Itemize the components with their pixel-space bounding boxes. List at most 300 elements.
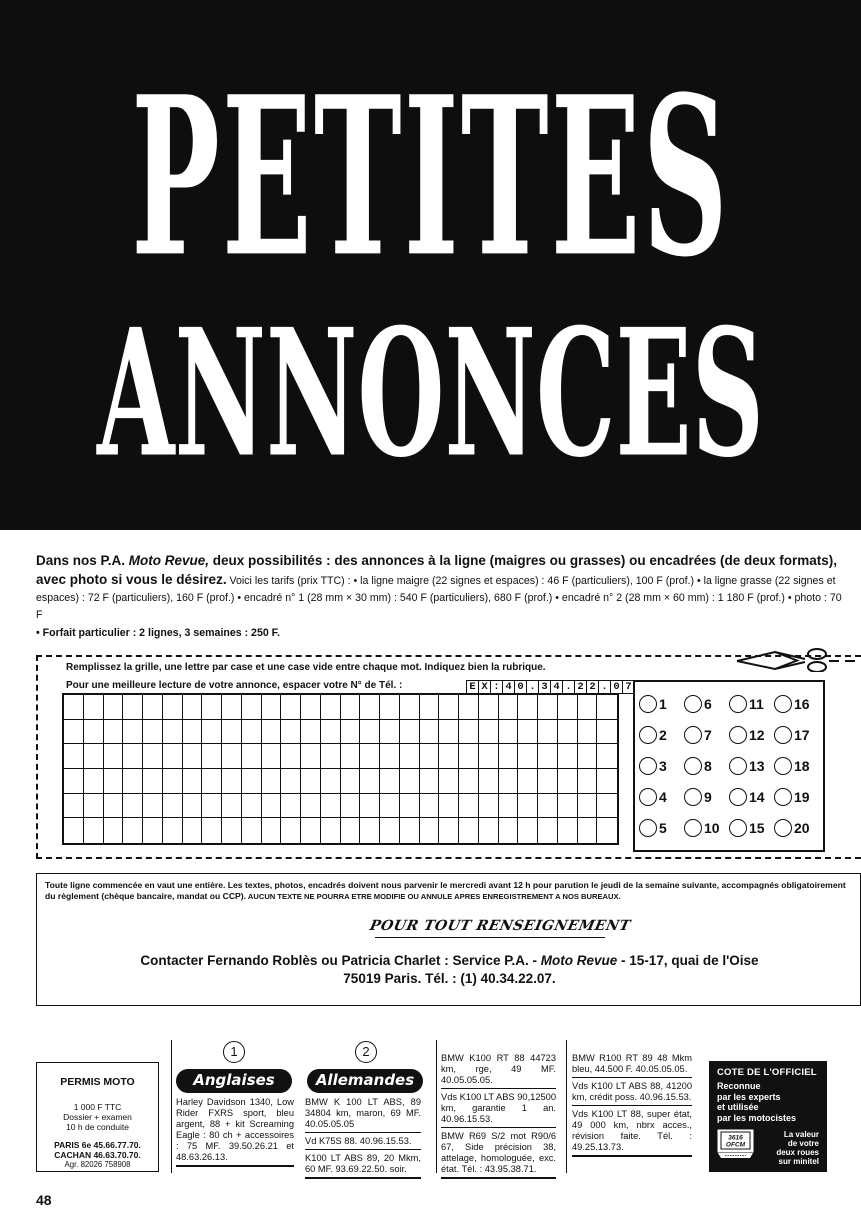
letter-cell[interactable] bbox=[578, 794, 598, 819]
letter-cell[interactable] bbox=[242, 769, 262, 794]
letter-cell[interactable] bbox=[360, 695, 380, 720]
letter-cell[interactable] bbox=[341, 720, 361, 745]
letter-cell[interactable] bbox=[380, 769, 400, 794]
letter-cell[interactable] bbox=[281, 794, 301, 819]
rubrique-option[interactable] bbox=[684, 813, 729, 844]
rubrique-circle[interactable] bbox=[729, 819, 747, 837]
classified-column-4 bbox=[441, 1053, 556, 1182]
letter-cell[interactable] bbox=[380, 695, 400, 720]
intro-tarifs: Voici les tarifs (prix TTC) : • la ligne maigre (22 signes et espaces) : 46 F (particuliers), 100 F (prof.) • la ligne grasse (22 signes et espaces) : 72 F (particuliers), 160 F (prof.) • encadré n° 1 (28 mm × 30 mm) : 540 F (particuliers), 680 F (prof.) • encadré n° 2 (28 mm × 60 mm) : 1 180 F (prof.) • photo : 70 F bbox=[36, 575, 842, 621]
rubrique-number: 13 bbox=[749, 757, 765, 774]
notice-box bbox=[36, 873, 861, 1006]
rubrique-circle[interactable] bbox=[684, 726, 702, 744]
rules-caps: AUCUN TEXTE NE POURRA ETRE MODIFIE OU ANNULE APRES ENREGISTREMENT A NOS BUREAUX. bbox=[246, 892, 621, 901]
letter-cell[interactable] bbox=[499, 818, 519, 843]
rubrique-option[interactable] bbox=[774, 782, 819, 813]
intro-lead-start: Dans nos P.A. bbox=[36, 553, 129, 568]
letter-cell[interactable] bbox=[518, 769, 538, 794]
rubrique-number: 1 bbox=[659, 695, 667, 712]
classified-ad: BMW K100 RT 88 44723 km, rge, 49 MF. 40.05.05.05. bbox=[441, 1053, 556, 1089]
tel-example-box: 4 bbox=[550, 680, 563, 694]
tel-example-box: 3 bbox=[538, 680, 551, 694]
letter-cell[interactable] bbox=[459, 720, 479, 745]
letter-cell[interactable] bbox=[123, 720, 143, 745]
tel-example-box: X bbox=[478, 680, 491, 694]
rubrique-circle[interactable] bbox=[684, 819, 702, 837]
rubrique-number: 17 bbox=[794, 726, 810, 743]
letter-cell[interactable] bbox=[222, 744, 242, 769]
letter-cell[interactable] bbox=[84, 769, 104, 794]
letter-cell[interactable] bbox=[578, 744, 598, 769]
letter-cell[interactable] bbox=[202, 744, 222, 769]
letter-cell[interactable] bbox=[597, 744, 617, 769]
tel-example-box: 4 bbox=[502, 680, 515, 694]
letter-cell[interactable] bbox=[143, 794, 163, 819]
category-badge: Allemandes bbox=[307, 1069, 423, 1093]
rubrique-option[interactable] bbox=[774, 688, 819, 719]
rubrique-number: 3 bbox=[659, 757, 667, 774]
letter-cell[interactable] bbox=[360, 720, 380, 745]
letter-cell[interactable] bbox=[64, 695, 84, 720]
letter-cell[interactable] bbox=[341, 769, 361, 794]
letter-cell[interactable] bbox=[321, 794, 341, 819]
renseignement-heading: POUR TOUT RENSEIGNEMENT bbox=[368, 918, 632, 934]
tel-example-box: E bbox=[466, 680, 479, 694]
intro-magazine-name: Moto Revue, bbox=[128, 553, 210, 568]
notice-rules bbox=[45, 880, 853, 902]
letter-cell[interactable] bbox=[163, 769, 183, 794]
letter-cell[interactable] bbox=[281, 720, 301, 745]
letter-cell[interactable] bbox=[143, 744, 163, 769]
letter-cell[interactable] bbox=[262, 818, 282, 843]
letter-cell[interactable] bbox=[479, 818, 499, 843]
intro-lead-end: deux possibilités : des annonces à la ligne (maigres ou grasses) ou encadrées (de deux formats), avec photo si vous le désirez. bbox=[36, 553, 837, 587]
letter-cell[interactable] bbox=[558, 794, 578, 819]
letter-cell[interactable] bbox=[321, 744, 341, 769]
letter-cell[interactable] bbox=[518, 794, 538, 819]
classified-ad: K100 LT ABS 89, 20 Mkm, 60 MF. 93.69.22.50. soir. bbox=[305, 1153, 421, 1179]
letter-cell[interactable] bbox=[222, 695, 242, 720]
classified-ad: Vds K100 LT ABS 90,12500 km, garantie 1 an. 40.96.15.53. bbox=[441, 1092, 556, 1128]
letter-cell[interactable] bbox=[64, 794, 84, 819]
rubrique-option[interactable] bbox=[774, 750, 819, 781]
column-divider bbox=[436, 1040, 437, 1173]
letter-cell[interactable] bbox=[104, 818, 124, 843]
rubrique-number: 6 bbox=[704, 695, 712, 712]
rubrique-circle[interactable] bbox=[729, 788, 747, 806]
rubrique-circle[interactable] bbox=[774, 695, 792, 713]
rubrique-number: 7 bbox=[704, 726, 712, 743]
tel-label: Pour une meilleure lecture de votre annonce, espacer votre N° de Tél. : bbox=[66, 680, 403, 691]
letter-cell[interactable] bbox=[143, 720, 163, 745]
title-banner bbox=[0, 0, 861, 530]
rubrique-option[interactable] bbox=[639, 813, 684, 844]
letter-cell[interactable] bbox=[400, 744, 420, 769]
letter-cell[interactable] bbox=[84, 794, 104, 819]
rubrique-number: 14 bbox=[749, 789, 765, 806]
letter-cell[interactable] bbox=[439, 818, 459, 843]
letter-cell[interactable] bbox=[400, 769, 420, 794]
intro-paragraph bbox=[36, 552, 848, 624]
classified-ad: BMW R69 S/2 mot R90/6 67, Side précision 38, attelage, homologuée, exc. état. Tél. : 43.95.38.71. bbox=[441, 1131, 556, 1179]
rubrique-number: 10 bbox=[704, 820, 720, 837]
letter-cell[interactable] bbox=[597, 769, 617, 794]
letter-cell[interactable] bbox=[123, 744, 143, 769]
rubrique-option[interactable] bbox=[639, 688, 684, 719]
letter-cell[interactable] bbox=[84, 818, 104, 843]
letter-cell[interactable] bbox=[84, 720, 104, 745]
tel-example-box: 0 bbox=[514, 680, 527, 694]
letter-cell[interactable] bbox=[558, 744, 578, 769]
category-number: 2 bbox=[355, 1041, 377, 1063]
rubrique-circle[interactable] bbox=[639, 726, 657, 744]
rubrique-option[interactable] bbox=[729, 688, 774, 719]
rubrique-option[interactable] bbox=[729, 782, 774, 813]
category-header bbox=[305, 1041, 421, 1097]
permis-phone-paris: PARIS 6e 45.66.77.70. bbox=[54, 1140, 141, 1150]
rubrique-number: 15 bbox=[749, 820, 765, 837]
letter-cell[interactable] bbox=[301, 744, 321, 769]
letter-cell[interactable] bbox=[301, 794, 321, 819]
letter-cell[interactable] bbox=[183, 769, 203, 794]
letter-cell[interactable] bbox=[380, 720, 400, 745]
letter-cell[interactable] bbox=[183, 794, 203, 819]
rubrique-circle[interactable] bbox=[774, 788, 792, 806]
cote-line2: par les experts bbox=[717, 1091, 781, 1102]
letter-cell[interactable] bbox=[202, 794, 222, 819]
letter-cell[interactable] bbox=[578, 720, 598, 745]
letter-cell[interactable] bbox=[222, 769, 242, 794]
cote-officiel-ad bbox=[709, 1061, 827, 1172]
letter-cell[interactable] bbox=[123, 695, 143, 720]
letter-cell[interactable] bbox=[222, 794, 242, 819]
rubrique-number: 20 bbox=[794, 820, 810, 837]
letter-cell[interactable] bbox=[262, 695, 282, 720]
rubrique-option[interactable] bbox=[684, 719, 729, 750]
contact-line2: 75019 Paris. Tél. : (1) 40.34.22.07. bbox=[343, 971, 556, 986]
permis-phones bbox=[37, 1140, 158, 1160]
rubrique-circle[interactable] bbox=[684, 757, 702, 775]
letter-cell[interactable] bbox=[281, 695, 301, 720]
letter-cell[interactable] bbox=[262, 769, 282, 794]
category-allemandes bbox=[305, 1041, 421, 1182]
letter-cell[interactable] bbox=[143, 695, 163, 720]
classified-ad: Vds K100 LT 88, super état, 49 000 km, nbrx acces., révision faite. Tél. : 49.25.13.73. bbox=[572, 1109, 692, 1157]
letter-cell[interactable] bbox=[499, 769, 519, 794]
rubrique-option[interactable] bbox=[729, 719, 774, 750]
letter-cell[interactable] bbox=[400, 818, 420, 843]
letter-cell[interactable] bbox=[538, 720, 558, 745]
rubrique-circle[interactable] bbox=[729, 695, 747, 713]
letter-cell[interactable] bbox=[163, 818, 183, 843]
letter-cell[interactable] bbox=[104, 794, 124, 819]
letter-cell[interactable] bbox=[341, 794, 361, 819]
letter-cell[interactable] bbox=[459, 744, 479, 769]
letter-cell[interactable] bbox=[301, 769, 321, 794]
letter-cell[interactable] bbox=[439, 769, 459, 794]
letter-cell[interactable] bbox=[281, 769, 301, 794]
letter-cell[interactable] bbox=[202, 720, 222, 745]
letter-cell[interactable] bbox=[104, 744, 124, 769]
letter-cell[interactable] bbox=[321, 818, 341, 843]
permis-desc2: 10 h de conduite bbox=[66, 1122, 129, 1132]
letter-cell[interactable] bbox=[459, 818, 479, 843]
letter-cell[interactable] bbox=[538, 794, 558, 819]
rubrique-number: 12 bbox=[749, 726, 765, 743]
letter-cell[interactable] bbox=[518, 744, 538, 769]
minitel-code: 3616 bbox=[728, 1134, 743, 1142]
letter-cell[interactable] bbox=[123, 769, 143, 794]
letter-cell[interactable] bbox=[64, 818, 84, 843]
letter-cell[interactable] bbox=[321, 769, 341, 794]
letter-cell[interactable] bbox=[242, 695, 262, 720]
permis-details bbox=[37, 1102, 158, 1132]
letter-cell[interactable] bbox=[163, 720, 183, 745]
letter-cell[interactable] bbox=[499, 794, 519, 819]
classified-ad: BMW R100 RT 89 48 Mkm bleu, 44.500 F. 40.05.05.05. bbox=[572, 1053, 692, 1078]
letter-cell[interactable] bbox=[558, 720, 578, 745]
letter-cell[interactable] bbox=[597, 695, 617, 720]
letter-cell[interactable] bbox=[64, 720, 84, 745]
letter-cell[interactable] bbox=[400, 794, 420, 819]
letter-cell[interactable] bbox=[479, 769, 499, 794]
tel-instruction bbox=[66, 680, 402, 691]
letter-cell[interactable] bbox=[459, 695, 479, 720]
letter-cell[interactable] bbox=[281, 818, 301, 843]
minitel-service: OFCM bbox=[725, 1141, 746, 1149]
letter-cell[interactable] bbox=[202, 818, 222, 843]
letter-cell[interactable] bbox=[479, 720, 499, 745]
letter-cell[interactable] bbox=[183, 818, 203, 843]
rubrique-number: 16 bbox=[794, 695, 810, 712]
rubrique-circle[interactable] bbox=[684, 695, 702, 713]
letter-cell[interactable] bbox=[301, 818, 321, 843]
letter-cell[interactable] bbox=[400, 695, 420, 720]
rubrique-number: 9 bbox=[704, 789, 712, 806]
letter-cell[interactable] bbox=[499, 720, 519, 745]
classified-column-5 bbox=[572, 1053, 692, 1160]
letter-cell[interactable] bbox=[578, 769, 598, 794]
letter-cell[interactable] bbox=[479, 695, 499, 720]
cote-tag2: de votre bbox=[787, 1139, 819, 1148]
scissors-icon bbox=[735, 648, 861, 672]
cote-title: COTE DE L'OFFICIEL bbox=[717, 1067, 817, 1078]
letter-cell[interactable] bbox=[558, 769, 578, 794]
tel-example-box: . bbox=[526, 680, 539, 694]
rubrique-option[interactable] bbox=[684, 688, 729, 719]
column-divider bbox=[171, 1040, 172, 1173]
rubrique-option[interactable] bbox=[639, 719, 684, 750]
tel-example-boxes bbox=[467, 680, 635, 694]
letter-cell[interactable] bbox=[104, 720, 124, 745]
letter-cell[interactable] bbox=[578, 818, 598, 843]
page-number: 48 bbox=[36, 1192, 52, 1208]
letter-cell[interactable] bbox=[183, 744, 203, 769]
category-number: 1 bbox=[223, 1041, 245, 1063]
letter-cell[interactable] bbox=[163, 695, 183, 720]
letter-cell[interactable] bbox=[400, 720, 420, 745]
letter-cell[interactable] bbox=[242, 744, 262, 769]
letter-cell[interactable] bbox=[459, 769, 479, 794]
letter-cell[interactable] bbox=[321, 695, 341, 720]
cote-line4: par les motocistes bbox=[717, 1112, 797, 1123]
rubrique-circle[interactable] bbox=[639, 819, 657, 837]
letter-cell[interactable] bbox=[341, 695, 361, 720]
cote-subtitle bbox=[717, 1081, 796, 1123]
letter-cell[interactable] bbox=[341, 818, 361, 843]
rubrique-circle[interactable] bbox=[639, 695, 657, 713]
rubrique-option[interactable] bbox=[774, 813, 819, 844]
letter-cell[interactable] bbox=[123, 794, 143, 819]
letter-cell[interactable] bbox=[143, 818, 163, 843]
permis-price: 1 000 F TTC bbox=[73, 1102, 122, 1112]
rubrique-circle[interactable] bbox=[774, 819, 792, 837]
contact-address: - 15-17, quai de l'Oise bbox=[617, 953, 759, 968]
letter-cell[interactable] bbox=[242, 720, 262, 745]
letter-cell[interactable] bbox=[262, 794, 282, 819]
rubrique-number: 19 bbox=[794, 789, 810, 806]
letter-cell[interactable] bbox=[222, 720, 242, 745]
letter-cell[interactable] bbox=[597, 818, 617, 843]
rubrique-selector[interactable] bbox=[633, 680, 825, 852]
rubrique-option[interactable] bbox=[639, 782, 684, 813]
letter-cell[interactable] bbox=[360, 818, 380, 843]
rules-text: Toute ligne commencée en vaut une entière. Les textes, photos, encadrés doivent nous parvenir le mercredi avant 12 h pour parution le jeudi de la semaine suivante, accompagnés obligatoirement du règlement (chèque bancaire, mandat ou CCP). bbox=[45, 880, 846, 901]
letter-cell[interactable] bbox=[163, 794, 183, 819]
rubrique-circle[interactable] bbox=[729, 726, 747, 744]
letter-cell[interactable] bbox=[183, 695, 203, 720]
letter-cell[interactable] bbox=[439, 744, 459, 769]
letter-cell[interactable] bbox=[301, 695, 321, 720]
rubrique-circle[interactable] bbox=[729, 757, 747, 775]
contact-magazine: Moto Revue bbox=[540, 953, 618, 968]
rubrique-circle[interactable] bbox=[774, 726, 792, 744]
letter-cell[interactable] bbox=[321, 720, 341, 745]
tel-example-box: 2 bbox=[586, 680, 599, 694]
category-anglaises bbox=[176, 1041, 294, 1170]
letter-cell[interactable] bbox=[439, 720, 459, 745]
letter-cell[interactable] bbox=[538, 769, 558, 794]
rubrique-circle[interactable] bbox=[684, 788, 702, 806]
ads-list bbox=[441, 1053, 556, 1179]
letter-cell[interactable] bbox=[84, 695, 104, 720]
letter-cell[interactable] bbox=[420, 769, 440, 794]
permis-moto-ad bbox=[36, 1062, 159, 1172]
letter-cell[interactable] bbox=[380, 744, 400, 769]
classified-ad: Vds K100 LT ABS 88, 41200 km, crédit poss. 40.96.15.53. bbox=[572, 1081, 692, 1106]
letter-cell[interactable] bbox=[420, 744, 440, 769]
letter-grid[interactable] bbox=[62, 693, 619, 845]
rubrique-number: 8 bbox=[704, 757, 712, 774]
letter-cell[interactable] bbox=[301, 720, 321, 745]
form-instruction: Remplissez la grille, une lettre par case et une case vide entre chaque mot. Indiquez bien la rubrique. bbox=[66, 662, 546, 673]
letter-cell[interactable] bbox=[360, 769, 380, 794]
letter-cell[interactable] bbox=[597, 794, 617, 819]
letter-cell[interactable] bbox=[341, 744, 361, 769]
permis-desc1: Dossier + examen bbox=[63, 1112, 132, 1122]
letter-cell[interactable] bbox=[518, 695, 538, 720]
rubrique-option[interactable] bbox=[729, 813, 774, 844]
letter-cell[interactable] bbox=[538, 744, 558, 769]
letter-cell[interactable] bbox=[262, 720, 282, 745]
ads-list bbox=[305, 1097, 421, 1179]
letter-cell[interactable] bbox=[202, 695, 222, 720]
letter-cell[interactable] bbox=[380, 818, 400, 843]
letter-cell[interactable] bbox=[281, 744, 301, 769]
rubrique-number: 5 bbox=[659, 820, 667, 837]
letter-cell[interactable] bbox=[459, 794, 479, 819]
rubrique-option[interactable] bbox=[684, 782, 729, 813]
letter-cell[interactable] bbox=[597, 720, 617, 745]
letter-cell[interactable] bbox=[558, 695, 578, 720]
rubrique-option[interactable] bbox=[729, 750, 774, 781]
letter-cell[interactable] bbox=[518, 720, 538, 745]
banner-title-line1: PETITES bbox=[131, 48, 730, 306]
letter-cell[interactable] bbox=[143, 769, 163, 794]
rubrique-circle[interactable] bbox=[639, 788, 657, 806]
letter-cell[interactable] bbox=[578, 695, 598, 720]
letter-cell[interactable] bbox=[499, 695, 519, 720]
letter-cell[interactable] bbox=[479, 794, 499, 819]
letter-cell[interactable] bbox=[360, 744, 380, 769]
rubrique-circle[interactable] bbox=[639, 757, 657, 775]
letter-cell[interactable] bbox=[242, 794, 262, 819]
classified-ad: Vd K75S 88. 40.96.15.53. bbox=[305, 1136, 421, 1150]
letter-cell[interactable] bbox=[123, 818, 143, 843]
letter-cell[interactable] bbox=[84, 744, 104, 769]
letter-cell[interactable] bbox=[420, 720, 440, 745]
letter-cell[interactable] bbox=[499, 744, 519, 769]
letter-cell[interactable] bbox=[518, 818, 538, 843]
contact-names: Contacter Fernando Roblès ou Patricia Charlet : Service P.A. - bbox=[140, 953, 541, 968]
column-divider bbox=[566, 1040, 567, 1173]
letter-cell[interactable] bbox=[360, 794, 380, 819]
rubrique-option[interactable] bbox=[774, 719, 819, 750]
ads-list bbox=[176, 1097, 294, 1167]
letter-cell[interactable] bbox=[420, 818, 440, 843]
rubrique-option[interactable] bbox=[639, 750, 684, 781]
letter-cell[interactable] bbox=[439, 794, 459, 819]
permis-title: PERMIS MOTO bbox=[60, 1076, 135, 1088]
permis-agrement: Agr. 82026 758908 bbox=[64, 1160, 131, 1169]
letter-cell[interactable] bbox=[64, 744, 84, 769]
rubrique-circle[interactable] bbox=[774, 757, 792, 775]
letter-cell[interactable] bbox=[64, 769, 84, 794]
letter-cell[interactable] bbox=[242, 818, 262, 843]
letter-cell[interactable] bbox=[222, 818, 242, 843]
letter-cell[interactable] bbox=[538, 818, 558, 843]
letter-cell[interactable] bbox=[420, 794, 440, 819]
classified-ad: BMW K 100 LT ABS, 89 34804 km, maron, 69 MF. 40.05.05.05 bbox=[305, 1097, 421, 1133]
rubrique-number: 2 bbox=[659, 726, 667, 743]
contact-info bbox=[37, 952, 861, 988]
letter-cell[interactable] bbox=[104, 769, 124, 794]
letter-cell[interactable] bbox=[479, 744, 499, 769]
cote-tag4: sur minitel bbox=[778, 1157, 819, 1166]
letter-cell[interactable] bbox=[558, 818, 578, 843]
letter-cell[interactable] bbox=[104, 695, 124, 720]
letter-cell[interactable] bbox=[380, 794, 400, 819]
letter-cell[interactable] bbox=[183, 720, 203, 745]
letter-cell[interactable] bbox=[439, 695, 459, 720]
letter-cell[interactable] bbox=[538, 695, 558, 720]
letter-cell[interactable] bbox=[420, 695, 440, 720]
rubrique-option[interactable] bbox=[684, 750, 729, 781]
category-badge: Anglaises bbox=[176, 1069, 292, 1093]
letter-cell[interactable] bbox=[262, 744, 282, 769]
letter-cell[interactable] bbox=[202, 769, 222, 794]
letter-cell[interactable] bbox=[163, 744, 183, 769]
